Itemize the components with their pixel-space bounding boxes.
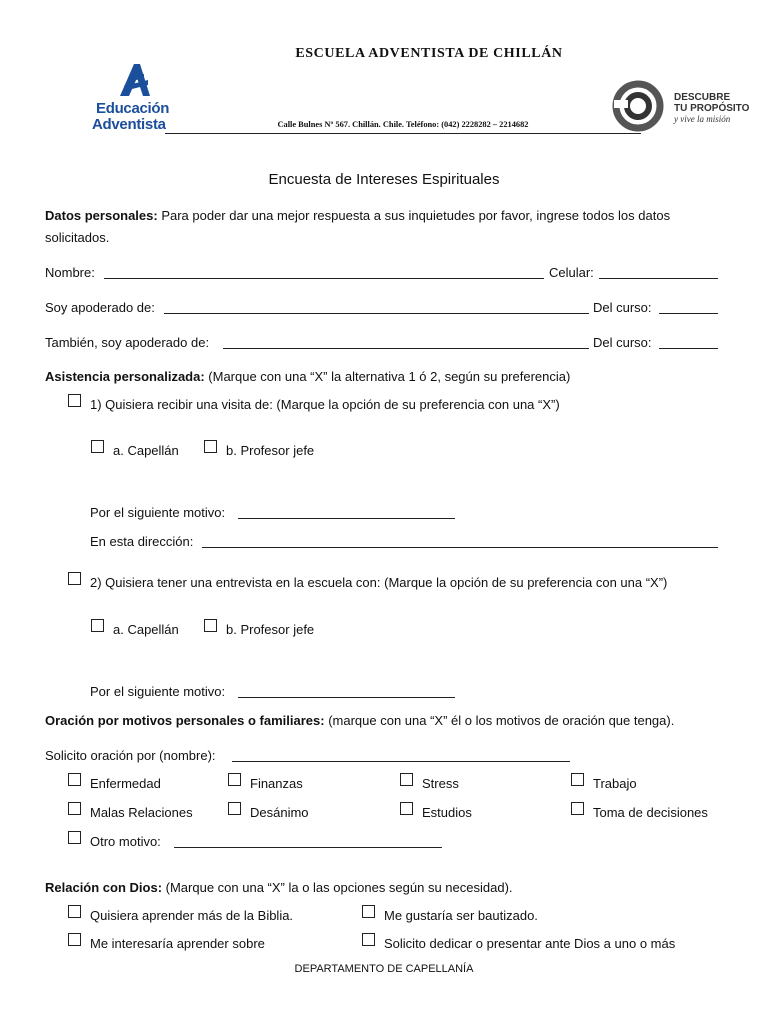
other-reason-label: Otro motivo: — [90, 834, 161, 849]
god-heading: Relación con Dios: — [45, 880, 163, 895]
option1-chaplain-checkbox[interactable] — [91, 440, 104, 453]
school-name: ESCUELA ADVENTISTA DE CHILLÁN — [295, 46, 563, 61]
course2-field[interactable] — [659, 348, 718, 349]
reason2-label: Por el siguiente motivo: — [90, 684, 226, 699]
option2-chaplain-checkbox[interactable] — [91, 619, 104, 632]
option2-label: 2) Quisiera tener una entrevista en la escuela con: (Marque la opción de su preferencia con una “X”) — [90, 575, 668, 590]
relations-checkbox[interactable] — [68, 802, 81, 815]
name-field[interactable] — [104, 278, 544, 279]
work-checkbox[interactable] — [571, 773, 584, 786]
option2-chaplain-label: a. Capellán — [113, 622, 179, 637]
decisions-checkbox[interactable] — [571, 802, 584, 815]
dedicate-label: Solicito dedicar o presentar ante Dios a uno o más — [384, 936, 676, 951]
guardian2-field[interactable] — [223, 348, 589, 349]
option2-teacher-label: b. Profesor jefe — [226, 622, 315, 637]
finances-label: Finanzas — [250, 776, 303, 791]
illness-label: Enfermedad — [90, 776, 161, 791]
address-label: En esta dirección: — [90, 534, 194, 549]
bible-checkbox[interactable] — [68, 905, 81, 918]
stress-checkbox[interactable] — [400, 773, 413, 786]
guardian-field[interactable] — [164, 313, 589, 314]
reason2-field[interactable] — [238, 697, 455, 698]
personal-intro — [45, 208, 670, 223]
school-address: Calle Bulnes Nº 567. Chillán. Chile. Teléfono: (042) 2228282 – 2214682 — [277, 120, 529, 129]
option1-label: 1) Quisiera recibir una visita de: (Marque la opción de su preferencia con una “X”) — [90, 397, 560, 412]
course2-label: Del curso: — [593, 335, 652, 350]
baptism-checkbox[interactable] — [362, 905, 375, 918]
finances-checkbox[interactable] — [228, 773, 241, 786]
option1-teacher-label: b. Profesor jefe — [226, 443, 315, 458]
flame-icon — [88, 60, 184, 100]
studies-label: Estudios — [422, 805, 472, 820]
logo-right-line2: TU PROPÓSITO — [674, 103, 750, 114]
option2-teacher-checkbox[interactable] — [204, 619, 217, 632]
personal-intro-line2: solicitados. — [45, 230, 110, 245]
studies-checkbox[interactable] — [400, 802, 413, 815]
god-note: (Marque con una “X” la o las opciones según su necesidad). — [162, 880, 513, 895]
decisions-label: Toma de decisiones — [593, 805, 708, 820]
prayer-request-field[interactable] — [232, 761, 570, 762]
work-label: Trabajo — [593, 776, 637, 791]
department-footer: DEPARTAMENTO DE CAPELLANÍA — [294, 963, 474, 975]
bible-label: Quisiera aprender más de la Biblia. — [90, 908, 294, 923]
god-intro — [45, 880, 513, 895]
illness-checkbox[interactable] — [68, 773, 81, 786]
name-label: Nombre: — [45, 265, 95, 280]
reason-field[interactable] — [238, 518, 455, 519]
relations-label: Malas Relaciones — [90, 805, 193, 820]
personal-heading: Datos personales: — [45, 208, 158, 223]
option1-chaplain-label: a. Capellán — [113, 443, 179, 458]
prayer-intro — [45, 713, 674, 728]
baptism-label: Me gustaría ser bautizado. — [384, 908, 538, 923]
form-title: Encuesta de Intereses Espirituales — [268, 171, 500, 188]
assistance-intro — [45, 369, 570, 384]
learn-label: Me interesaría aprender sobre — [90, 936, 265, 951]
personal-intro-text: Para poder dar una mejor respuesta a sus inquietudes por favor, ingrese todos los datos — [157, 208, 671, 223]
option1-checkbox[interactable] — [68, 394, 81, 407]
other-reason-checkbox[interactable] — [68, 831, 81, 844]
other-reason-field[interactable] — [174, 847, 442, 848]
discouragement-label: Desánimo — [250, 805, 309, 820]
course-field[interactable] — [659, 313, 718, 314]
guardian-label: Soy apoderado de: — [45, 300, 155, 315]
learn-checkbox[interactable] — [68, 933, 81, 946]
assistance-heading: Asistencia personalizada: — [45, 369, 205, 384]
logo-left-line2: Adventista — [92, 116, 166, 133]
option1-teacher-checkbox[interactable] — [204, 440, 217, 453]
logo-right-line3: y vive la misión — [674, 114, 731, 124]
guardian2-label: También, soy apoderado de: — [45, 335, 210, 350]
course-label: Del curso: — [593, 300, 652, 315]
option2-checkbox[interactable] — [68, 572, 81, 585]
prayer-note: (marque con una “X” él o los motivos de oración que tenga). — [324, 713, 675, 728]
stress-label: Stress — [422, 776, 459, 791]
assistance-note: (Marque con una “X” la alternativa 1 ó 2, según su preferencia) — [204, 369, 571, 384]
logo-left-line1: Educación — [96, 100, 170, 117]
prayer-heading: Oración por motivos personales o familiares: — [45, 713, 325, 728]
discouragement-checkbox[interactable] — [228, 802, 241, 815]
reason-label: Por el siguiente motivo: — [90, 505, 226, 520]
address-field[interactable] — [202, 547, 718, 548]
header-rule — [165, 133, 641, 134]
phone-label: Celular: — [549, 265, 594, 280]
logo-right-line1: DESCUBRE — [674, 92, 731, 103]
phone-field[interactable] — [599, 278, 718, 279]
dedicate-checkbox[interactable] — [362, 933, 375, 946]
prayer-request-label: Solicito oración por (nombre): — [45, 748, 216, 763]
